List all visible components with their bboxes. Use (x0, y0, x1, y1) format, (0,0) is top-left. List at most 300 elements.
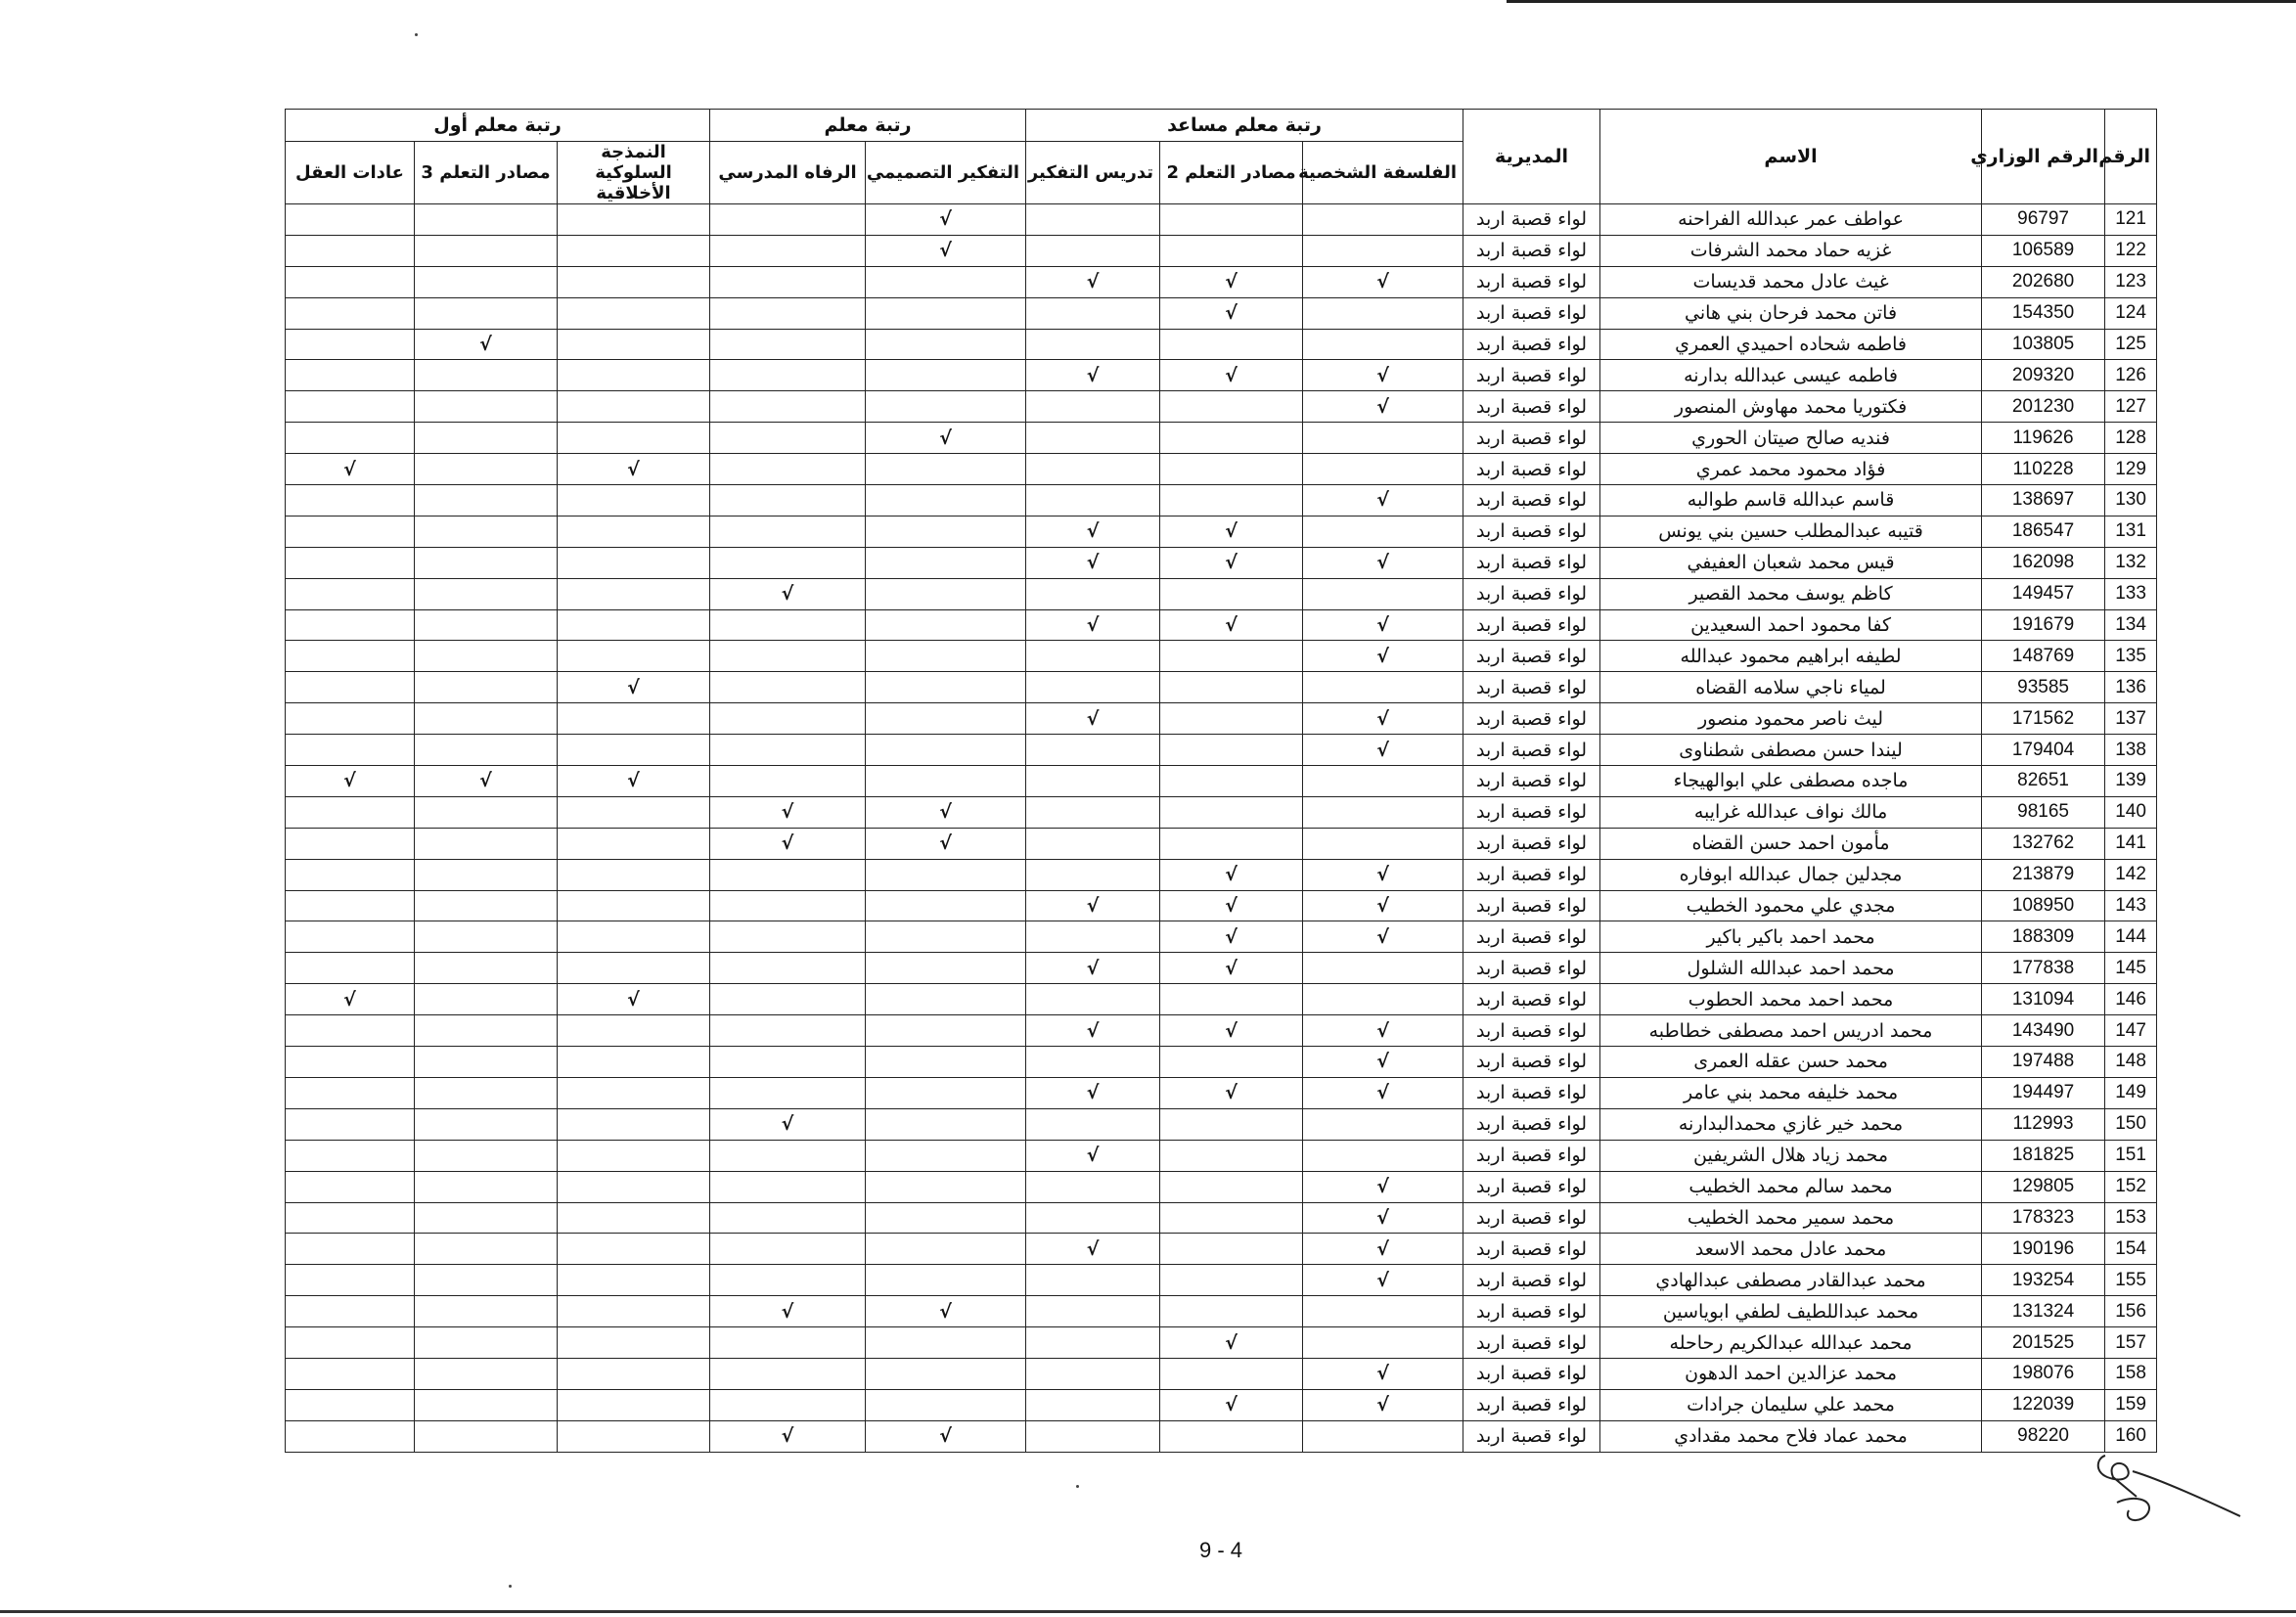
teacher-name: محمد احمد محمد الحطوب (1600, 984, 1982, 1015)
table-row (286, 516, 2157, 547)
mark-ethical-modeling (558, 1140, 710, 1171)
mark-school-wellbeing (710, 1047, 866, 1078)
teacher-name: محمد عزالدين احمد الدهون (1600, 1358, 1982, 1389)
directorate: لواء قصبة اربد (1463, 423, 1600, 454)
mark-habits-of-mind (286, 578, 415, 609)
teacher-name: محمد عادل محمد الاسعد (1600, 1234, 1982, 1265)
table-row (286, 796, 2157, 828)
bottom-border-line (0, 1610, 2296, 1613)
mark-learning-resources-3 (415, 204, 558, 236)
mark-design-thinking (866, 953, 1026, 984)
mark-ethical-modeling (558, 1047, 710, 1078)
teacher-name: قتيبه عبدالمطلب حسين بني يونس (1600, 516, 1982, 547)
mark-design-thinking (866, 1234, 1026, 1265)
mark-habits-of-mind (286, 641, 415, 672)
teacher-name: محمد سمير محمد الخطيب (1600, 1202, 1982, 1234)
directorate: لواء قصبة اربد (1463, 828, 1600, 859)
ministry-number: 132762 (1982, 828, 2105, 859)
mark-habits-of-mind (286, 1265, 415, 1296)
ministry-number: 209320 (1982, 360, 2105, 391)
mark-learning-resources-3 (415, 454, 558, 485)
mark-school-wellbeing (710, 672, 866, 703)
teacher-name: محمد ادريس احمد مصطفى خطاطبه (1600, 1015, 1982, 1047)
mark-school-wellbeing (710, 454, 866, 485)
mark-learning-resources-2: √ (1160, 266, 1303, 297)
teacher-name: فاطمه شحاده احميدي العمري (1600, 329, 1982, 360)
directorate: لواء قصبة اربد (1463, 859, 1600, 890)
mark-school-wellbeing (710, 921, 866, 953)
mark-learning-resources-3 (415, 1265, 558, 1296)
mark-personal-philosophy (1303, 1140, 1463, 1171)
ministry-number: 82651 (1982, 766, 2105, 797)
mark-learning-resources-3 (415, 485, 558, 517)
mark-personal-philosophy: √ (1303, 641, 1463, 672)
mark-teaching-thinking (1026, 329, 1160, 360)
mark-ethical-modeling (558, 516, 710, 547)
header-name: الاسم (1600, 110, 1982, 204)
mark-personal-philosophy: √ (1303, 703, 1463, 735)
teacher-name: غزيه حماد محمد الشرفات (1600, 235, 1982, 266)
table-row (286, 1047, 2157, 1078)
mark-learning-resources-2: √ (1160, 859, 1303, 890)
mark-school-wellbeing (710, 766, 866, 797)
mark-teaching-thinking (1026, 1202, 1160, 1234)
table-row (286, 329, 2157, 360)
row-number: 151 (2105, 1140, 2157, 1171)
mark-design-thinking (866, 890, 1026, 921)
mark-design-thinking: √ (866, 204, 1026, 236)
directorate: لواء قصبة اربد (1463, 1108, 1600, 1140)
directorate: لواء قصبة اربد (1463, 735, 1600, 766)
mark-learning-resources-3 (415, 921, 558, 953)
mark-personal-philosophy: √ (1303, 1265, 1463, 1296)
mark-ethical-modeling (558, 235, 710, 266)
mark-learning-resources-2: √ (1160, 360, 1303, 391)
teacher-name: محمد زياد هلال الشريفين (1600, 1140, 1982, 1171)
mark-design-thinking: √ (866, 796, 1026, 828)
mark-learning-resources-3 (415, 423, 558, 454)
mark-design-thinking (866, 1202, 1026, 1234)
mark-personal-philosophy (1303, 953, 1463, 984)
mark-design-thinking (866, 516, 1026, 547)
table-row (286, 1265, 2157, 1296)
mark-teaching-thinking: √ (1026, 953, 1160, 984)
mark-learning-resources-2 (1160, 1202, 1303, 1234)
mark-school-wellbeing (710, 235, 866, 266)
mark-learning-resources-2: √ (1160, 297, 1303, 329)
row-number: 132 (2105, 547, 2157, 578)
mark-habits-of-mind (286, 235, 415, 266)
mark-design-thinking: √ (866, 1420, 1026, 1452)
mark-habits-of-mind (286, 1389, 415, 1420)
teacher-name: محمد علي سليمان جرادات (1600, 1389, 1982, 1420)
teacher-name: محمد عماد فلاح محمد مقدادي (1600, 1420, 1982, 1452)
mark-teaching-thinking (1026, 641, 1160, 672)
ministry-number: 112993 (1982, 1108, 2105, 1140)
mark-learning-resources-2 (1160, 766, 1303, 797)
mark-ethical-modeling (558, 1358, 710, 1389)
mark-learning-resources-2: √ (1160, 1389, 1303, 1420)
mark-habits-of-mind (286, 423, 415, 454)
mark-teaching-thinking (1026, 796, 1160, 828)
teacher-name: محمد خليفه محمد بني عامر (1600, 1077, 1982, 1108)
mark-habits-of-mind: √ (286, 984, 415, 1015)
mark-teaching-thinking (1026, 984, 1160, 1015)
mark-school-wellbeing (710, 297, 866, 329)
mark-habits-of-mind (286, 1140, 415, 1171)
mark-learning-resources-2: √ (1160, 609, 1303, 641)
mark-teaching-thinking: √ (1026, 1234, 1160, 1265)
mark-ethical-modeling: √ (558, 766, 710, 797)
mark-learning-resources-3 (415, 1202, 558, 1234)
directorate: لواء قصبة اربد (1463, 1202, 1600, 1234)
mark-learning-resources-3 (415, 516, 558, 547)
directorate: لواء قصبة اربد (1463, 672, 1600, 703)
ministry-number: 177838 (1982, 953, 2105, 984)
mark-design-thinking (866, 360, 1026, 391)
mark-school-wellbeing (710, 1140, 866, 1171)
mark-teaching-thinking (1026, 235, 1160, 266)
row-number: 156 (2105, 1296, 2157, 1327)
ministry-number: 179404 (1982, 735, 2105, 766)
table-row (286, 828, 2157, 859)
mark-personal-philosophy: √ (1303, 1389, 1463, 1420)
mark-design-thinking (866, 609, 1026, 641)
mark-personal-philosophy: √ (1303, 1015, 1463, 1047)
ministry-number: 138697 (1982, 485, 2105, 517)
teachers-table (285, 109, 2157, 1453)
directorate: لواء قصبة اربد (1463, 703, 1600, 735)
mark-design-thinking (866, 641, 1026, 672)
mark-habits-of-mind (286, 1047, 415, 1078)
table-row (286, 1296, 2157, 1327)
mark-teaching-thinking: √ (1026, 1015, 1160, 1047)
directorate: لواء قصبة اربد (1463, 1171, 1600, 1202)
row-number: 136 (2105, 672, 2157, 703)
directorate: لواء قصبة اربد (1463, 1389, 1600, 1420)
mark-ethical-modeling (558, 266, 710, 297)
ministry-number: 131094 (1982, 984, 2105, 1015)
mark-design-thinking (866, 578, 1026, 609)
directorate: لواء قصبة اربد (1463, 485, 1600, 517)
mark-learning-resources-2 (1160, 485, 1303, 517)
ministry-number: 178323 (1982, 1202, 2105, 1234)
ministry-number: 148769 (1982, 641, 2105, 672)
teacher-name: مجدلين جمال عبدالله ابوفاره (1600, 859, 1982, 890)
teacher-name: محمد احمد عبدالله الشلول (1600, 953, 1982, 984)
group-teacher: رتبة معلم (710, 110, 1026, 142)
ministry-number: 193254 (1982, 1265, 2105, 1296)
mark-learning-resources-3: √ (415, 329, 558, 360)
mark-learning-resources-2 (1160, 641, 1303, 672)
mark-personal-philosophy: √ (1303, 360, 1463, 391)
teacher-name: محمد عبداللطيف لطفي ابوياسين (1600, 1296, 1982, 1327)
mark-design-thinking (866, 547, 1026, 578)
ministry-number: 201230 (1982, 391, 2105, 423)
mark-ethical-modeling (558, 859, 710, 890)
mark-learning-resources-3 (415, 1015, 558, 1047)
mark-school-wellbeing (710, 266, 866, 297)
signature-mark (2093, 1438, 2250, 1526)
directorate: لواء قصبة اربد (1463, 204, 1600, 236)
mark-learning-resources-3 (415, 703, 558, 735)
row-number: 124 (2105, 297, 2157, 329)
mark-learning-resources-3 (415, 796, 558, 828)
mark-habits-of-mind (286, 516, 415, 547)
mark-learning-resources-2: √ (1160, 953, 1303, 984)
mark-ethical-modeling (558, 1077, 710, 1108)
row-number: 129 (2105, 454, 2157, 485)
ministry-number: 191679 (1982, 609, 2105, 641)
row-number: 138 (2105, 735, 2157, 766)
mark-learning-resources-3 (415, 1420, 558, 1452)
table-row (286, 1358, 2157, 1389)
mark-teaching-thinking (1026, 1420, 1160, 1452)
directorate: لواء قصبة اربد (1463, 391, 1600, 423)
mark-design-thinking (866, 297, 1026, 329)
mark-personal-philosophy: √ (1303, 266, 1463, 297)
mark-habits-of-mind (286, 953, 415, 984)
directorate: لواء قصبة اربد (1463, 1077, 1600, 1108)
mark-teaching-thinking (1026, 766, 1160, 797)
directorate: لواء قصبة اربد (1463, 984, 1600, 1015)
row-number: 155 (2105, 1265, 2157, 1296)
row-number: 125 (2105, 329, 2157, 360)
mark-learning-resources-3 (415, 1171, 558, 1202)
directorate: لواء قصبة اربد (1463, 266, 1600, 297)
row-number: 131 (2105, 516, 2157, 547)
mark-ethical-modeling (558, 703, 710, 735)
directorate: لواء قصبة اربد (1463, 609, 1600, 641)
directorate: لواء قصبة اربد (1463, 953, 1600, 984)
row-number: 137 (2105, 703, 2157, 735)
teacher-name: محمد حسن عقله العمرى (1600, 1047, 1982, 1078)
mark-learning-resources-2 (1160, 1171, 1303, 1202)
mark-ethical-modeling (558, 297, 710, 329)
directorate: لواء قصبة اربد (1463, 1265, 1600, 1296)
mark-design-thinking: √ (866, 235, 1026, 266)
directorate: لواء قصبة اربد (1463, 1047, 1600, 1078)
header-teaching-thinking: تدريس التفكير (1026, 142, 1160, 204)
mark-ethical-modeling (558, 735, 710, 766)
mark-personal-philosophy (1303, 1296, 1463, 1327)
mark-design-thinking (866, 1077, 1026, 1108)
mark-habits-of-mind (286, 1296, 415, 1327)
mark-learning-resources-2 (1160, 735, 1303, 766)
directorate: لواء قصبة اربد (1463, 890, 1600, 921)
teacher-name: كفا محمود احمد السعيدين (1600, 609, 1982, 641)
ministry-number: 149457 (1982, 578, 2105, 609)
mark-personal-philosophy (1303, 796, 1463, 828)
row-number: 159 (2105, 1389, 2157, 1420)
scan-speck (1076, 1485, 1079, 1488)
mark-learning-resources-3: √ (415, 766, 558, 797)
teacher-name: مأمون احمد حسن القضاه (1600, 828, 1982, 859)
group-senior-teacher: رتبة معلم أول (286, 110, 710, 142)
mark-teaching-thinking (1026, 828, 1160, 859)
mark-learning-resources-2: √ (1160, 921, 1303, 953)
mark-learning-resources-2 (1160, 1234, 1303, 1265)
mark-learning-resources-2: √ (1160, 1327, 1303, 1359)
teacher-name: مالك نواف عبدالله غرايبه (1600, 796, 1982, 828)
mark-learning-resources-2 (1160, 1420, 1303, 1452)
mark-design-thinking (866, 391, 1026, 423)
table-row (286, 454, 2157, 485)
row-number: 121 (2105, 204, 2157, 236)
mark-habits-of-mind (286, 391, 415, 423)
scan-speck (415, 33, 418, 36)
table-row (286, 641, 2157, 672)
table-row (286, 1420, 2157, 1452)
row-number: 150 (2105, 1108, 2157, 1140)
mark-school-wellbeing (710, 735, 866, 766)
mark-design-thinking (866, 329, 1026, 360)
mark-teaching-thinking (1026, 1108, 1160, 1140)
mark-teaching-thinking (1026, 1389, 1160, 1420)
mark-ethical-modeling (558, 1202, 710, 1234)
directorate: لواء قصبة اربد (1463, 796, 1600, 828)
table-row (286, 204, 2157, 236)
mark-personal-philosophy (1303, 828, 1463, 859)
mark-habits-of-mind (286, 266, 415, 297)
teacher-name: قيس محمد شعبان العفيفي (1600, 547, 1982, 578)
table-row (286, 953, 2157, 984)
mark-learning-resources-3 (415, 266, 558, 297)
mark-learning-resources-3 (415, 859, 558, 890)
mark-habits-of-mind (286, 485, 415, 517)
ministry-number: 162098 (1982, 547, 2105, 578)
table-row (286, 578, 2157, 609)
row-number: 154 (2105, 1234, 2157, 1265)
mark-school-wellbeing (710, 1234, 866, 1265)
mark-personal-philosophy: √ (1303, 735, 1463, 766)
mark-personal-philosophy (1303, 766, 1463, 797)
mark-teaching-thinking: √ (1026, 360, 1160, 391)
row-number: 130 (2105, 485, 2157, 517)
mark-teaching-thinking (1026, 423, 1160, 454)
mark-ethical-modeling (558, 547, 710, 578)
mark-school-wellbeing (710, 391, 866, 423)
mark-design-thinking: √ (866, 1296, 1026, 1327)
mark-ethical-modeling (558, 1171, 710, 1202)
table-row (286, 703, 2157, 735)
row-number: 133 (2105, 578, 2157, 609)
mark-personal-philosophy: √ (1303, 485, 1463, 517)
teacher-name: ليث ناصر محمود منصور (1600, 703, 1982, 735)
teacher-name: فاتن محمد فرحان بني هاني (1600, 297, 1982, 329)
mark-personal-philosophy: √ (1303, 391, 1463, 423)
ministry-number: 106589 (1982, 235, 2105, 266)
header-school-wellbeing: الرفاه المدرسي (710, 142, 866, 204)
mark-design-thinking (866, 454, 1026, 485)
mark-design-thinking: √ (866, 828, 1026, 859)
teacher-name: لمياء ناجي سلامه القضاه (1600, 672, 1982, 703)
directorate: لواء قصبة اربد (1463, 766, 1600, 797)
mark-school-wellbeing (710, 1202, 866, 1234)
mark-habits-of-mind (286, 204, 415, 236)
mark-learning-resources-3 (415, 609, 558, 641)
mark-learning-resources-2 (1160, 828, 1303, 859)
mark-learning-resources-2 (1160, 984, 1303, 1015)
mark-learning-resources-3 (415, 1047, 558, 1078)
mark-design-thinking (866, 672, 1026, 703)
ministry-number: 186547 (1982, 516, 2105, 547)
mark-habits-of-mind: √ (286, 454, 415, 485)
mark-teaching-thinking (1026, 672, 1160, 703)
mark-personal-philosophy: √ (1303, 890, 1463, 921)
mark-habits-of-mind (286, 609, 415, 641)
mark-teaching-thinking: √ (1026, 609, 1160, 641)
ministry-number: 190196 (1982, 1234, 2105, 1265)
mark-school-wellbeing (710, 1358, 866, 1389)
mark-personal-philosophy (1303, 423, 1463, 454)
ministry-number: 154350 (1982, 297, 2105, 329)
row-number: 122 (2105, 235, 2157, 266)
mark-personal-philosophy (1303, 329, 1463, 360)
ministry-number: 103805 (1982, 329, 2105, 360)
mark-learning-resources-2 (1160, 1358, 1303, 1389)
mark-design-thinking (866, 703, 1026, 735)
header-design-thinking: التفكير التصميمي (866, 142, 1026, 204)
mark-school-wellbeing (710, 890, 866, 921)
mark-habits-of-mind (286, 329, 415, 360)
ministry-number: 119626 (1982, 423, 2105, 454)
teacher-name: مجدي علي محمود الخطيب (1600, 890, 1982, 921)
teacher-name: ليندا حسن مصطفى شطناوى (1600, 735, 1982, 766)
mark-learning-resources-2 (1160, 235, 1303, 266)
teacher-name: محمد سالم محمد الخطيب (1600, 1171, 1982, 1202)
directorate: لواء قصبة اربد (1463, 921, 1600, 953)
mark-habits-of-mind (286, 1234, 415, 1265)
mark-ethical-modeling (558, 1015, 710, 1047)
mark-personal-philosophy (1303, 516, 1463, 547)
table-row (286, 391, 2157, 423)
directorate: لواء قصبة اربد (1463, 641, 1600, 672)
table-row (286, 984, 2157, 1015)
mark-school-wellbeing: √ (710, 1296, 866, 1327)
teacher-name: عواطف عمر عبدالله الفراحنه (1600, 204, 1982, 236)
mark-school-wellbeing (710, 485, 866, 517)
mark-school-wellbeing (710, 859, 866, 890)
mark-personal-philosophy: √ (1303, 1047, 1463, 1078)
ministry-number: 110228 (1982, 454, 2105, 485)
ministry-number: 194497 (1982, 1077, 2105, 1108)
ministry-number: 129805 (1982, 1171, 2105, 1202)
mark-learning-resources-3 (415, 641, 558, 672)
teacher-name: محمد عبدالله عبدالكريم رحاحله (1600, 1327, 1982, 1359)
teacher-name: فاطمه عيسى عبدالله بدارنه (1600, 360, 1982, 391)
mark-ethical-modeling (558, 1327, 710, 1359)
mark-personal-philosophy (1303, 1108, 1463, 1140)
table-row (286, 672, 2157, 703)
directorate: لواء قصبة اربد (1463, 1140, 1600, 1171)
mark-learning-resources-3 (415, 297, 558, 329)
mark-school-wellbeing (710, 984, 866, 1015)
mark-learning-resources-2 (1160, 796, 1303, 828)
mark-learning-resources-2 (1160, 578, 1303, 609)
mark-learning-resources-3 (415, 360, 558, 391)
mark-teaching-thinking (1026, 1171, 1160, 1202)
mark-habits-of-mind (286, 1202, 415, 1234)
teacher-name: فكتوريا محمد مهاوش المنصور (1600, 391, 1982, 423)
mark-school-wellbeing: √ (710, 578, 866, 609)
mark-design-thinking (866, 1015, 1026, 1047)
mark-ethical-modeling (558, 796, 710, 828)
mark-learning-resources-2 (1160, 1108, 1303, 1140)
mark-habits-of-mind (286, 1420, 415, 1452)
mark-learning-resources-2 (1160, 204, 1303, 236)
mark-ethical-modeling (558, 890, 710, 921)
